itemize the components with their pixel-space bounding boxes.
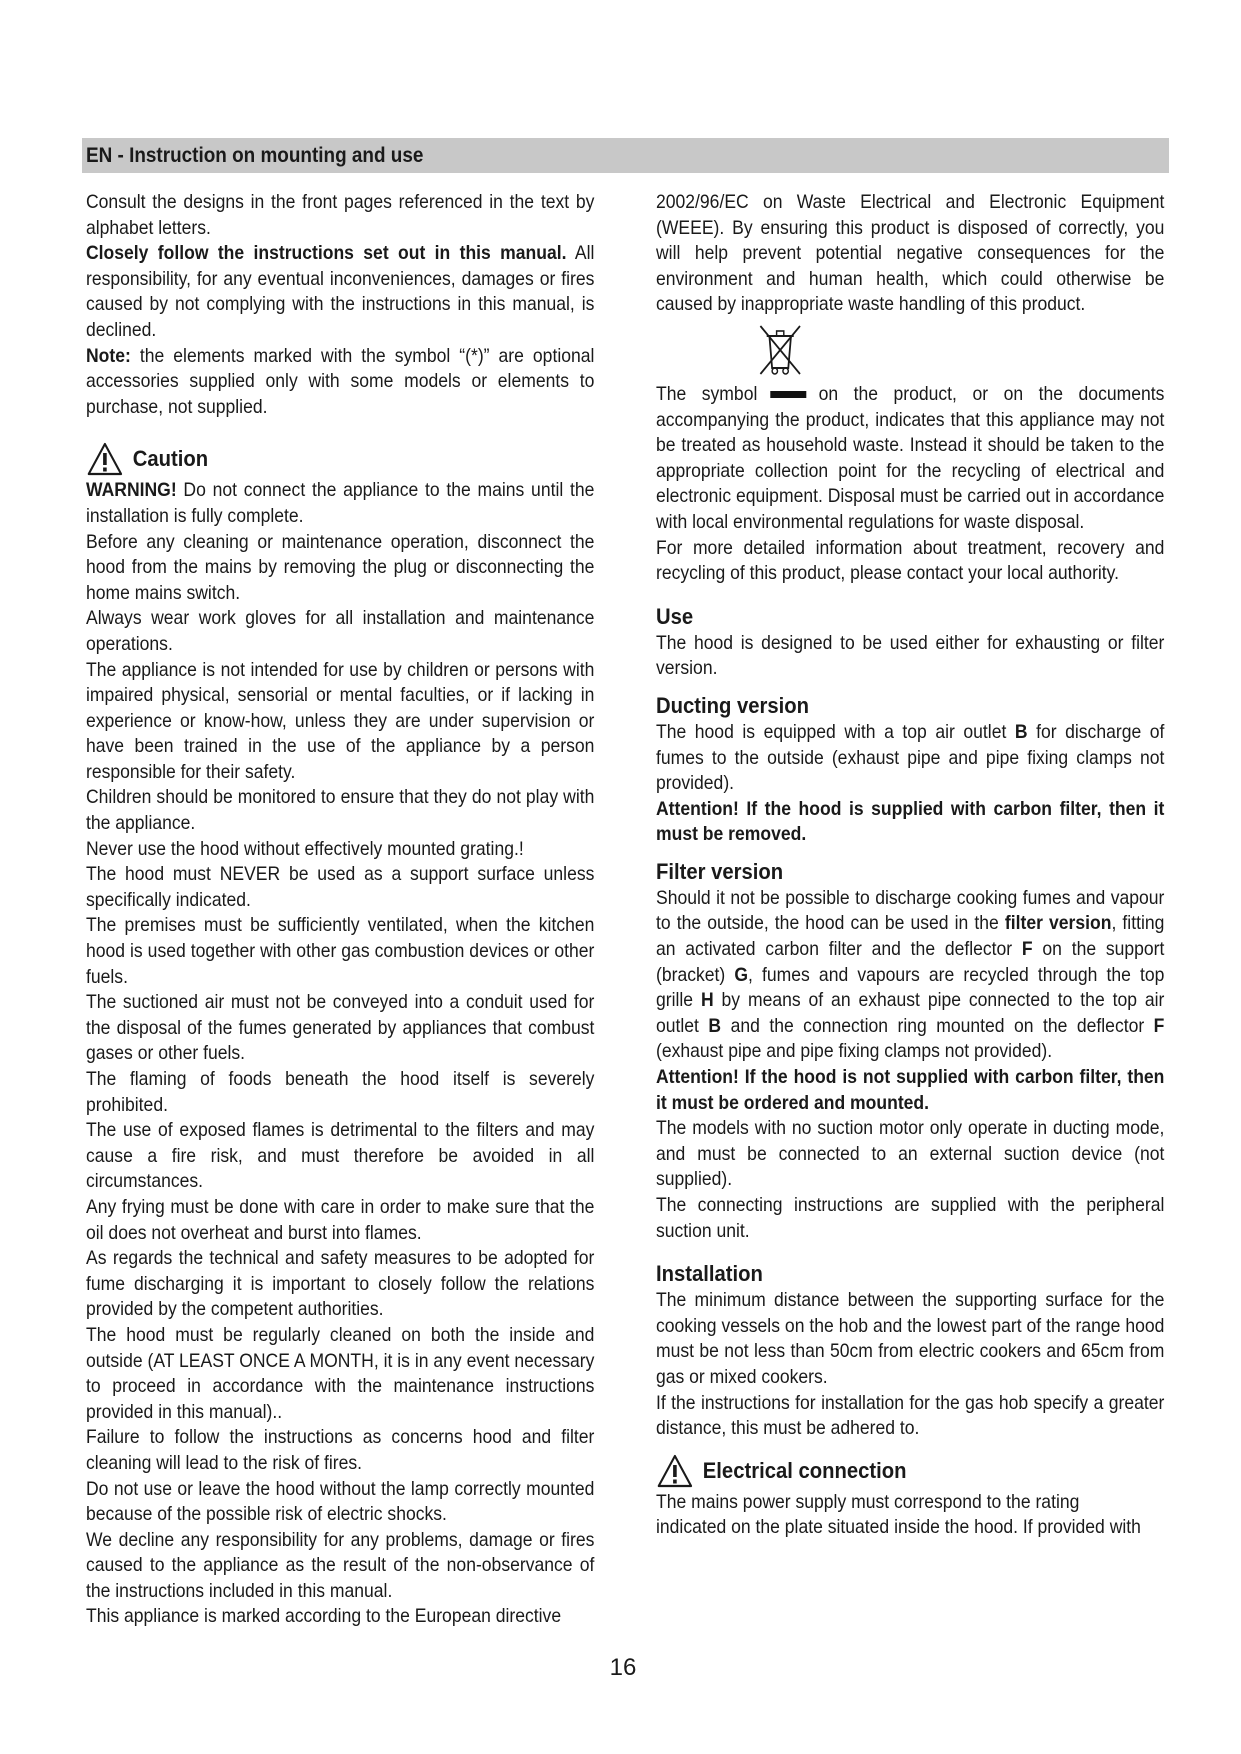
caution-heading (86, 440, 594, 478)
ducting-paragraph (656, 720, 1164, 797)
safety-paragraph: Failure to follow the instructions as concerns hood and filter cleaning will lead to the risk of fires. (86, 1426, 595, 1474)
safety-paragraph: The hood must be regularly cleaned on both the inside and outside (AT LEAST ONCE A MONTH, it is in any event necessary to proceed in accordance with the maintenance instructions provided in this manual).. (86, 1323, 595, 1423)
intro-paragraph: Consult the designs in the front pages referenced in the text by alphabet letters. (86, 191, 595, 239)
warning-paragraph (86, 478, 594, 529)
installation-paragraph: The minimum distance between the supporting surface for the cooking vessels on the hob and the lowest part of the range hood must be not less than 50cm from electric cookers and 65cm from gas or mixed cookers. (656, 1289, 1165, 1388)
warning-triangle-icon (656, 1453, 694, 1489)
safety-paragraph: Before any cleaning or maintenance operation, disconnect the hood from the mains by removing the plug or disconnecting the home mains switch. (86, 530, 595, 604)
installation-paragraph-2: If the instructions for installation for the gas hob specify a greater distance, this must be adhered to. (656, 1391, 1165, 1440)
filter-attention (656, 1065, 1164, 1116)
use-heading: Use (656, 603, 694, 629)
more-info-paragraph: For more detailed information about treatment, recovery and recycling of this product, please contact your local authority. (656, 536, 1165, 585)
safety-paragraph: This appliance is marked according to the European directive (86, 1605, 562, 1628)
ref-b: B (1014, 720, 1028, 743)
ducting-text: for discharge of fumes to the outside (exhaust pipe and pipe fixing clamps not provided). (656, 720, 1165, 795)
ducting-attention (656, 797, 1164, 848)
ducting-text: The hood is equipped with a top air outlet (656, 720, 1015, 743)
crossed-out-bin-icon (755, 322, 805, 378)
electrical-heading-row (656, 1452, 1164, 1490)
warning-text: Do not connect the appliance to the mains until the installation is fully complete. (86, 479, 595, 527)
symbol-rest: on the product, or on the documents accompanying the product, indicates that this appliance may not be treated as household waste. Instead it should be taken to the appropriate collection point for the recycling of electrical and electronic equipment. Disposal must be carried out in accordance with local environmental regulations for waste disposal. (656, 382, 1165, 533)
filter-text: and the connection ring mounted on the deflector (721, 1014, 1154, 1037)
use-paragraph: The hood is designed to be used either for exhausting or filter version. (656, 631, 1165, 680)
filter-text: (exhaust pipe and pipe fixing clamps not provided). (656, 1040, 1053, 1063)
safety-paragraph: We decline any responsibility for any problems, damage or fires caused to the appliance as the result of the non-observance of the instructions included in this manual. (86, 1528, 595, 1602)
safety-paragraph: Never use the hood without effectively mounted grating.! (86, 837, 524, 860)
ducting-heading: Ducting version (656, 692, 810, 718)
ref-g: G (734, 963, 749, 986)
installation-heading: Installation (656, 1261, 763, 1287)
page-number: 16 (609, 1654, 637, 1681)
safety-paragraph: The appliance is not intended for use by children or persons with impaired physical, sensorial or mental faculties, or if lacking in experience or know-how, unless they are under supervision or have been trained in the use of the appliance by a person responsible for their safety. (86, 658, 595, 783)
safety-paragraph: The suctioned air must not be conveyed into a conduit used for the disposal of the fumes generated by appliances that combust gases or other fuels. (86, 991, 595, 1065)
filter-text: , fitting an activated carbon filter and the deflector (656, 912, 1165, 961)
filter-heading: Filter version (656, 858, 784, 884)
safety-paragraph: The hood must NEVER be used as a support surface unless specifically indicated. (86, 863, 595, 911)
weee-symbol-paragraph (656, 382, 1164, 536)
note-text: the elements marked with the symbol “(*)” are optional accessories supplied only with some models or elements to purchase, not supplied. (86, 344, 595, 418)
electrical-heading: Electrical connection (702, 1457, 907, 1483)
left-column-body (86, 190, 594, 1630)
caution-title: Caution (132, 446, 209, 472)
section-header-bar (82, 138, 1169, 173)
safety-paragraph: The premises must be sufficiently ventilated, when the kitchen hood is used together with other gas combustion devices or other fuels. (86, 914, 595, 988)
electrical-line-1: The mains power supply must correspond to the rating (656, 1490, 1080, 1513)
symbol-lead: The symbol (656, 382, 758, 405)
safety-paragraph: Do not use or leave the hood without the lamp correctly mounted because of the possible risk of electric shocks. (86, 1477, 595, 1526)
ducting-attention-text: Attention! If the hood is supplied with carbon filter, then it must be removed. (656, 797, 1165, 846)
filter-attention-text: Attention! If the hood is not supplied with carbon filter, then it must be ordered and mounted. (656, 1066, 1165, 1114)
safety-paragraph: As regards the technical and safety measures to be adopted for fume discharging it is important to closely follow the relations provided by the competent authorities. (86, 1247, 595, 1321)
safety-paragraph: Any frying must be done with care in order to make sure that the oil does not overheat and burst into flames. (86, 1195, 595, 1244)
ref-h: H (700, 989, 714, 1012)
warning-triangle-icon (86, 441, 124, 477)
safety-paragraph: The flaming of foods beneath the hood itself is severely prohibited. (86, 1068, 595, 1116)
responsibility-paragraph (86, 241, 594, 343)
safety-paragraph: Always wear work gloves for all installation and maintenance operations. (86, 607, 595, 655)
electrical-line-2: indicated on the plate situated inside the hood. If provided with (656, 1516, 1141, 1539)
right-column-body (656, 190, 1164, 1541)
left-column (86, 190, 594, 1630)
filter-paragraph-3: The connecting instructions are supplied with the peripheral suction unit. (656, 1194, 1165, 1242)
weee-bar-icon (770, 391, 806, 398)
filter-text: on the support (bracket) (656, 938, 1165, 986)
filter-text: by means of an exhaust pipe connected to the top air outlet (656, 989, 1165, 1037)
ref-f: F (1153, 1014, 1165, 1037)
note-paragraph (86, 344, 594, 421)
ref-b: B (708, 1014, 722, 1037)
filter-paragraph-2: The models with no suction motor only operate in ducting mode, and must be connected to an external suction device (not supplied). (656, 1117, 1165, 1191)
filter-paragraph (656, 886, 1164, 1065)
filter-text: Should it not be possible to discharge cooking fumes and vapour to the outside, the hood can be used in the (656, 886, 1165, 935)
ref-f: F (1021, 938, 1033, 961)
weee-paragraph: 2002/96/EC on Waste Electrical and Electronic Equipment (WEEE). By ensuring this product is disposed of correctly, you will help prevent potential negative consequences for the environment and human health, which could otherwise be caused by inappropriate waste handling of this product. (656, 191, 1165, 316)
follow-instructions-bold: Closely follow the instructions set out in this manual. (86, 242, 567, 265)
responsibility-text: All responsibility, for any eventual inconveniences, damages or fires caused by not complying with the instructions in this manual, is declined. (86, 242, 595, 341)
filter-bold: filter version (1004, 912, 1112, 935)
warning-label: WARNING! (86, 479, 177, 502)
note-label: Note: (86, 344, 131, 367)
safety-paragraph: The use of exposed flames is detrimental to the filters and may cause a fire risk, and must therefore be avoided in all circumstances. (86, 1119, 595, 1193)
right-column (656, 190, 1164, 1541)
section-title: EN - Instruction on mounting and use (86, 143, 424, 167)
filter-text: , fumes and vapours are recycled through the top grille (656, 963, 1165, 1012)
safety-paragraph: Children should be monitored to ensure that they do not play with the appliance. (86, 786, 595, 835)
